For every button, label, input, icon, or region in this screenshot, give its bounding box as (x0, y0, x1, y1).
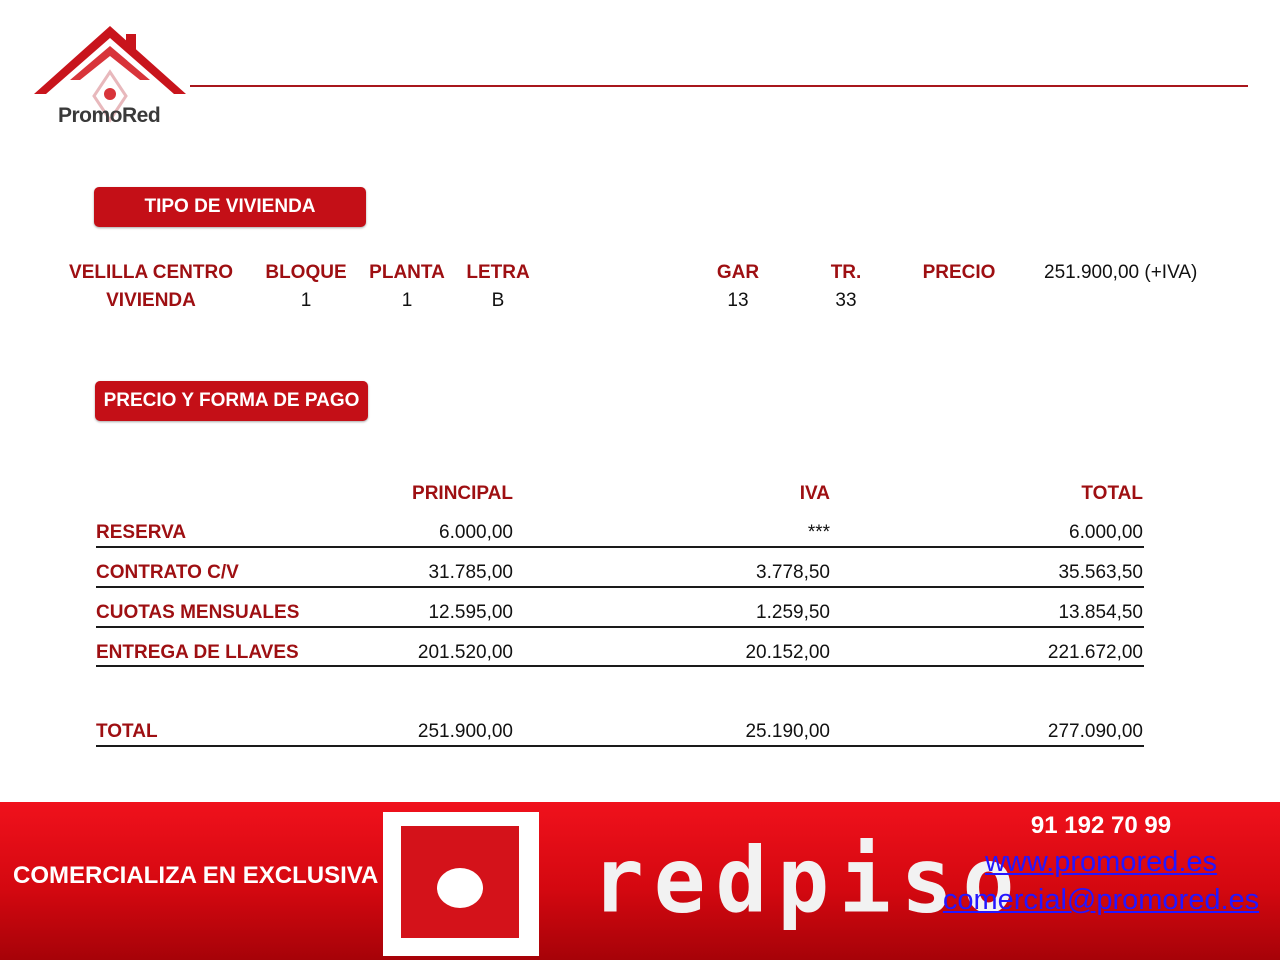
table-cell-iva: 20.152,00 (745, 642, 830, 663)
column-header-total: TOTAL (1081, 483, 1143, 504)
price-value: 251.900,00 (+IVA) (1044, 262, 1198, 283)
row-label-vivienda: VIVIENDA (106, 290, 196, 311)
header-bloque: BLOQUE (265, 262, 347, 283)
total-iva: 25.190,00 (745, 721, 830, 742)
value-gar: 13 (727, 290, 749, 311)
table-row-label: CONTRATO C/V (96, 562, 239, 583)
value-bloque: 1 (300, 290, 312, 311)
table-cell-total: 221.672,00 (1047, 642, 1143, 663)
header-gar: GAR (716, 262, 760, 283)
table-cell-total: 13.854,50 (1058, 602, 1143, 623)
row-divider (96, 745, 1144, 747)
website-link[interactable]: www.promored.es (984, 846, 1218, 878)
column-header-principal: PRINCIPAL (412, 483, 513, 504)
table-cell-principal: 31.785,00 (428, 562, 513, 583)
table-cell-iva: 1.259,50 (756, 602, 830, 623)
value-planta: 1 (401, 290, 413, 311)
email-link[interactable]: comercial@promored.es (942, 884, 1260, 916)
header-tr: TR. (830, 262, 862, 283)
value-letra: B (491, 290, 505, 311)
table-cell-principal: 12.595,00 (428, 602, 513, 623)
table-row-label: RESERVA (96, 522, 187, 543)
table-row-label: CUOTAS MENSUALES (96, 602, 300, 623)
header-planta: PLANTA (369, 262, 445, 283)
table-cell-iva: *** (807, 522, 830, 543)
header-location: VELILLA CENTRO (69, 262, 233, 283)
value-tr: 33 (835, 290, 857, 311)
total-row-label: TOTAL (96, 721, 158, 742)
column-header-iva: IVA (799, 483, 830, 504)
table-cell-principal: 6.000,00 (439, 522, 513, 543)
total-principal: 251.900,00 (417, 721, 513, 742)
header-letra: LETRA (466, 262, 530, 283)
row-divider (96, 665, 1144, 667)
footer-exclusive-text: COMERCIALIZA EN EXCLUSIVA (13, 862, 379, 889)
row-divider (96, 586, 1144, 588)
table-row-label: ENTREGA DE LLAVES (96, 642, 299, 663)
redpiso-logo-icon (383, 812, 539, 956)
row-divider (96, 546, 1144, 548)
table-cell-total: 35.563,50 (1058, 562, 1143, 583)
redpiso-wordmark: redpiso (592, 828, 1025, 934)
logo-text: PromoRed (58, 104, 161, 127)
table-cell-total: 6.000,00 (1069, 522, 1143, 543)
table-cell-principal: 201.520,00 (417, 642, 513, 663)
section-title-precio-forma-pago: PRECIO Y FORMA DE PAGO (95, 381, 368, 421)
table-cell-iva: 3.778,50 (756, 562, 830, 583)
header-divider (190, 85, 1248, 87)
header-precio: PRECIO (922, 262, 996, 283)
row-divider (96, 626, 1144, 628)
total-total: 277.090,00 (1047, 721, 1143, 742)
contact-phone: 91 192 70 99 (1030, 812, 1172, 839)
section-title-tipo-vivienda: TIPO DE VIVIENDA (94, 187, 366, 227)
